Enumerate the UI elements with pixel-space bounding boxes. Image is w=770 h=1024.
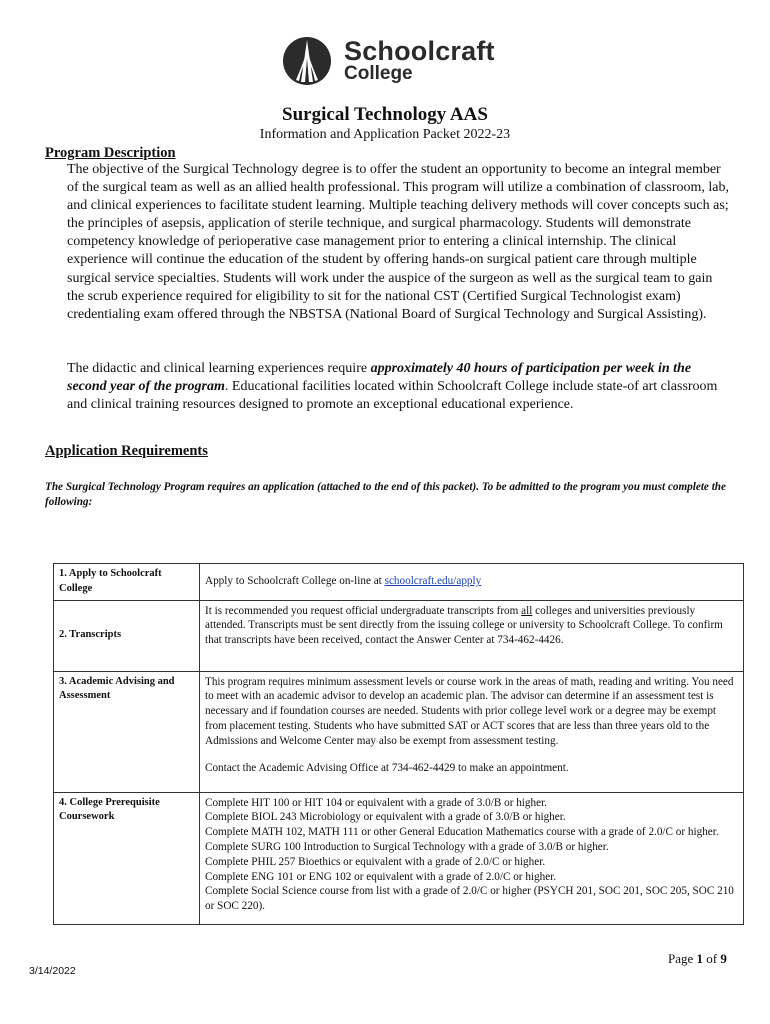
- table-row: [54, 600, 744, 671]
- prereq-line: Complete Social Science course from list with a grade of 2.0/C or higher (PSYCH 201, SOC 201, SOC 205, SOC 210 or SOC 220).: [205, 885, 734, 913]
- transcripts-underlined: all: [521, 604, 533, 617]
- table-row: [54, 564, 744, 601]
- participation-text-post: . Educational facilities located within Schoolcraft College include state-of art classroom and clinical training resources designed to promote an exceptional educational experience.: [67, 379, 718, 413]
- row-content: [200, 792, 744, 924]
- page-current: 1: [696, 951, 704, 966]
- requirements-table: [53, 563, 744, 925]
- participation-emphasis: approximately 40 hours of participation per week in the second year of the program: [67, 361, 692, 395]
- row-label: 2. Transcripts: [54, 600, 200, 671]
- schoolcraft-logo-icon: [282, 36, 334, 86]
- program-description-heading: Program Description: [45, 145, 176, 161]
- participation-text-pre: The didactic and clinical learning experiences require: [67, 361, 371, 376]
- prereq-line: Complete PHIL 257 Bioethics or equivalent with a grade of 2.0/C or higher.: [205, 855, 546, 868]
- footer-date: 3/14/2022: [29, 965, 76, 977]
- page-number: [668, 951, 727, 967]
- advising-text: This program requires minimum assessment levels or course work in the areas of math, reading and writing. You need to meet with an academic advisor to develop an academic plan. The advisor can determine if an assessment test is necessary and if foundation courses are needed. Students with prior college level work or a degree may be exempt from placement testing. Students who have submitted SAT or ACT scores that are less than three years old to the Admissions and Welcome Center may also be exempt from assessment testing.: [205, 675, 734, 747]
- logo-wordmark-line2: College: [344, 63, 413, 84]
- prereq-line: Complete ENG 101 or ENG 102 or equivalent with a grade of 2.0/C or higher.: [205, 870, 557, 883]
- page-of: of: [703, 951, 721, 966]
- row-label: 4. College Prerequisite Coursework: [54, 792, 200, 924]
- table-row: [54, 792, 744, 924]
- participation-paragraph: [67, 360, 732, 414]
- row-label: 1. Apply to Schoolcraft College: [54, 564, 200, 601]
- prereq-line: Complete BIOL 243 Microbiology or equivalent with a grade of 3.0/B or higher.: [205, 811, 566, 824]
- transcripts-text-post: colleges and universities previously attended. Transcripts must be sent directly from the issuing college or university to Schoolcraft College. To confirm that transcripts have been received, contact the Answer Center at 734-462-4426.: [205, 604, 723, 647]
- row-content: [200, 564, 744, 601]
- table-row: [54, 671, 744, 792]
- schoolcraft-logo: [282, 36, 502, 86]
- logo-wordmark-line1: Schoolcraft: [344, 36, 495, 66]
- row-label: 3. Academic Advising and Assessment: [54, 671, 200, 792]
- row-content: [200, 600, 744, 671]
- row-content: [200, 671, 744, 792]
- prereq-line: Complete SURG 100 Introduction to Surgical Technology with a grade of 3.0/B or higher.: [205, 840, 609, 853]
- page-label: Page: [668, 951, 697, 966]
- apply-link[interactable]: schoolcraft.edu/apply: [384, 575, 482, 588]
- application-requirements-heading: Application Requirements: [45, 443, 208, 459]
- program-description-paragraph: The objective of the Surgical Technology degree is to offer the student an opportunity to become an integral member of the surgical team as well as an allied health professional. This program will utilize a combination of classroom, lab, and clinical experiences to facilitate student learning. Multiple teaching delivery methods will cover concepts such as; the principles of asepsis, application of sterile technique, and surgical pharmacology. Students will demonstrate competency knowledge of perioperative case management prior to entering a clinical internship. The clinical experience will continue the education of the student by offering hands-on surgical patient care through multiple surgical service specialties. Students will work under the auspice of the surgeon as well as the surgical team to gain the scrub experience required for eligibility to sit for the national CST (Certified Surgical Technologist exam) credentialing exam offered through the NBSTSA (National Board of Surgical Technology and Surgical Assisting).: [67, 162, 729, 322]
- page-title: Surgical Technology AAS: [282, 104, 488, 125]
- prereq-line: Complete MATH 102, MATH 111 or other General Education Mathematics course with a grade of 2.0/C or higher.: [205, 826, 719, 839]
- transcripts-text-pre: It is recommended you request official undergraduate transcripts from: [205, 604, 522, 617]
- apply-text: Apply to Schoolcraft College on-line at: [205, 575, 385, 588]
- requirements-intro: The Surgical Technology Program requires an application (attached to the end of this packet). To be admitted to the program you must complete the following:: [45, 481, 726, 508]
- page-subtitle: Information and Application Packet 2022-23: [259, 127, 511, 142]
- prereq-line: Complete HIT 100 or HIT 104 or equivalent with a grade of 3.0/B or higher.: [205, 796, 547, 809]
- advising-contact: Contact the Academic Advising Office at 734-462-4429 to make an appointment.: [205, 761, 569, 774]
- page-total: 9: [720, 951, 727, 966]
